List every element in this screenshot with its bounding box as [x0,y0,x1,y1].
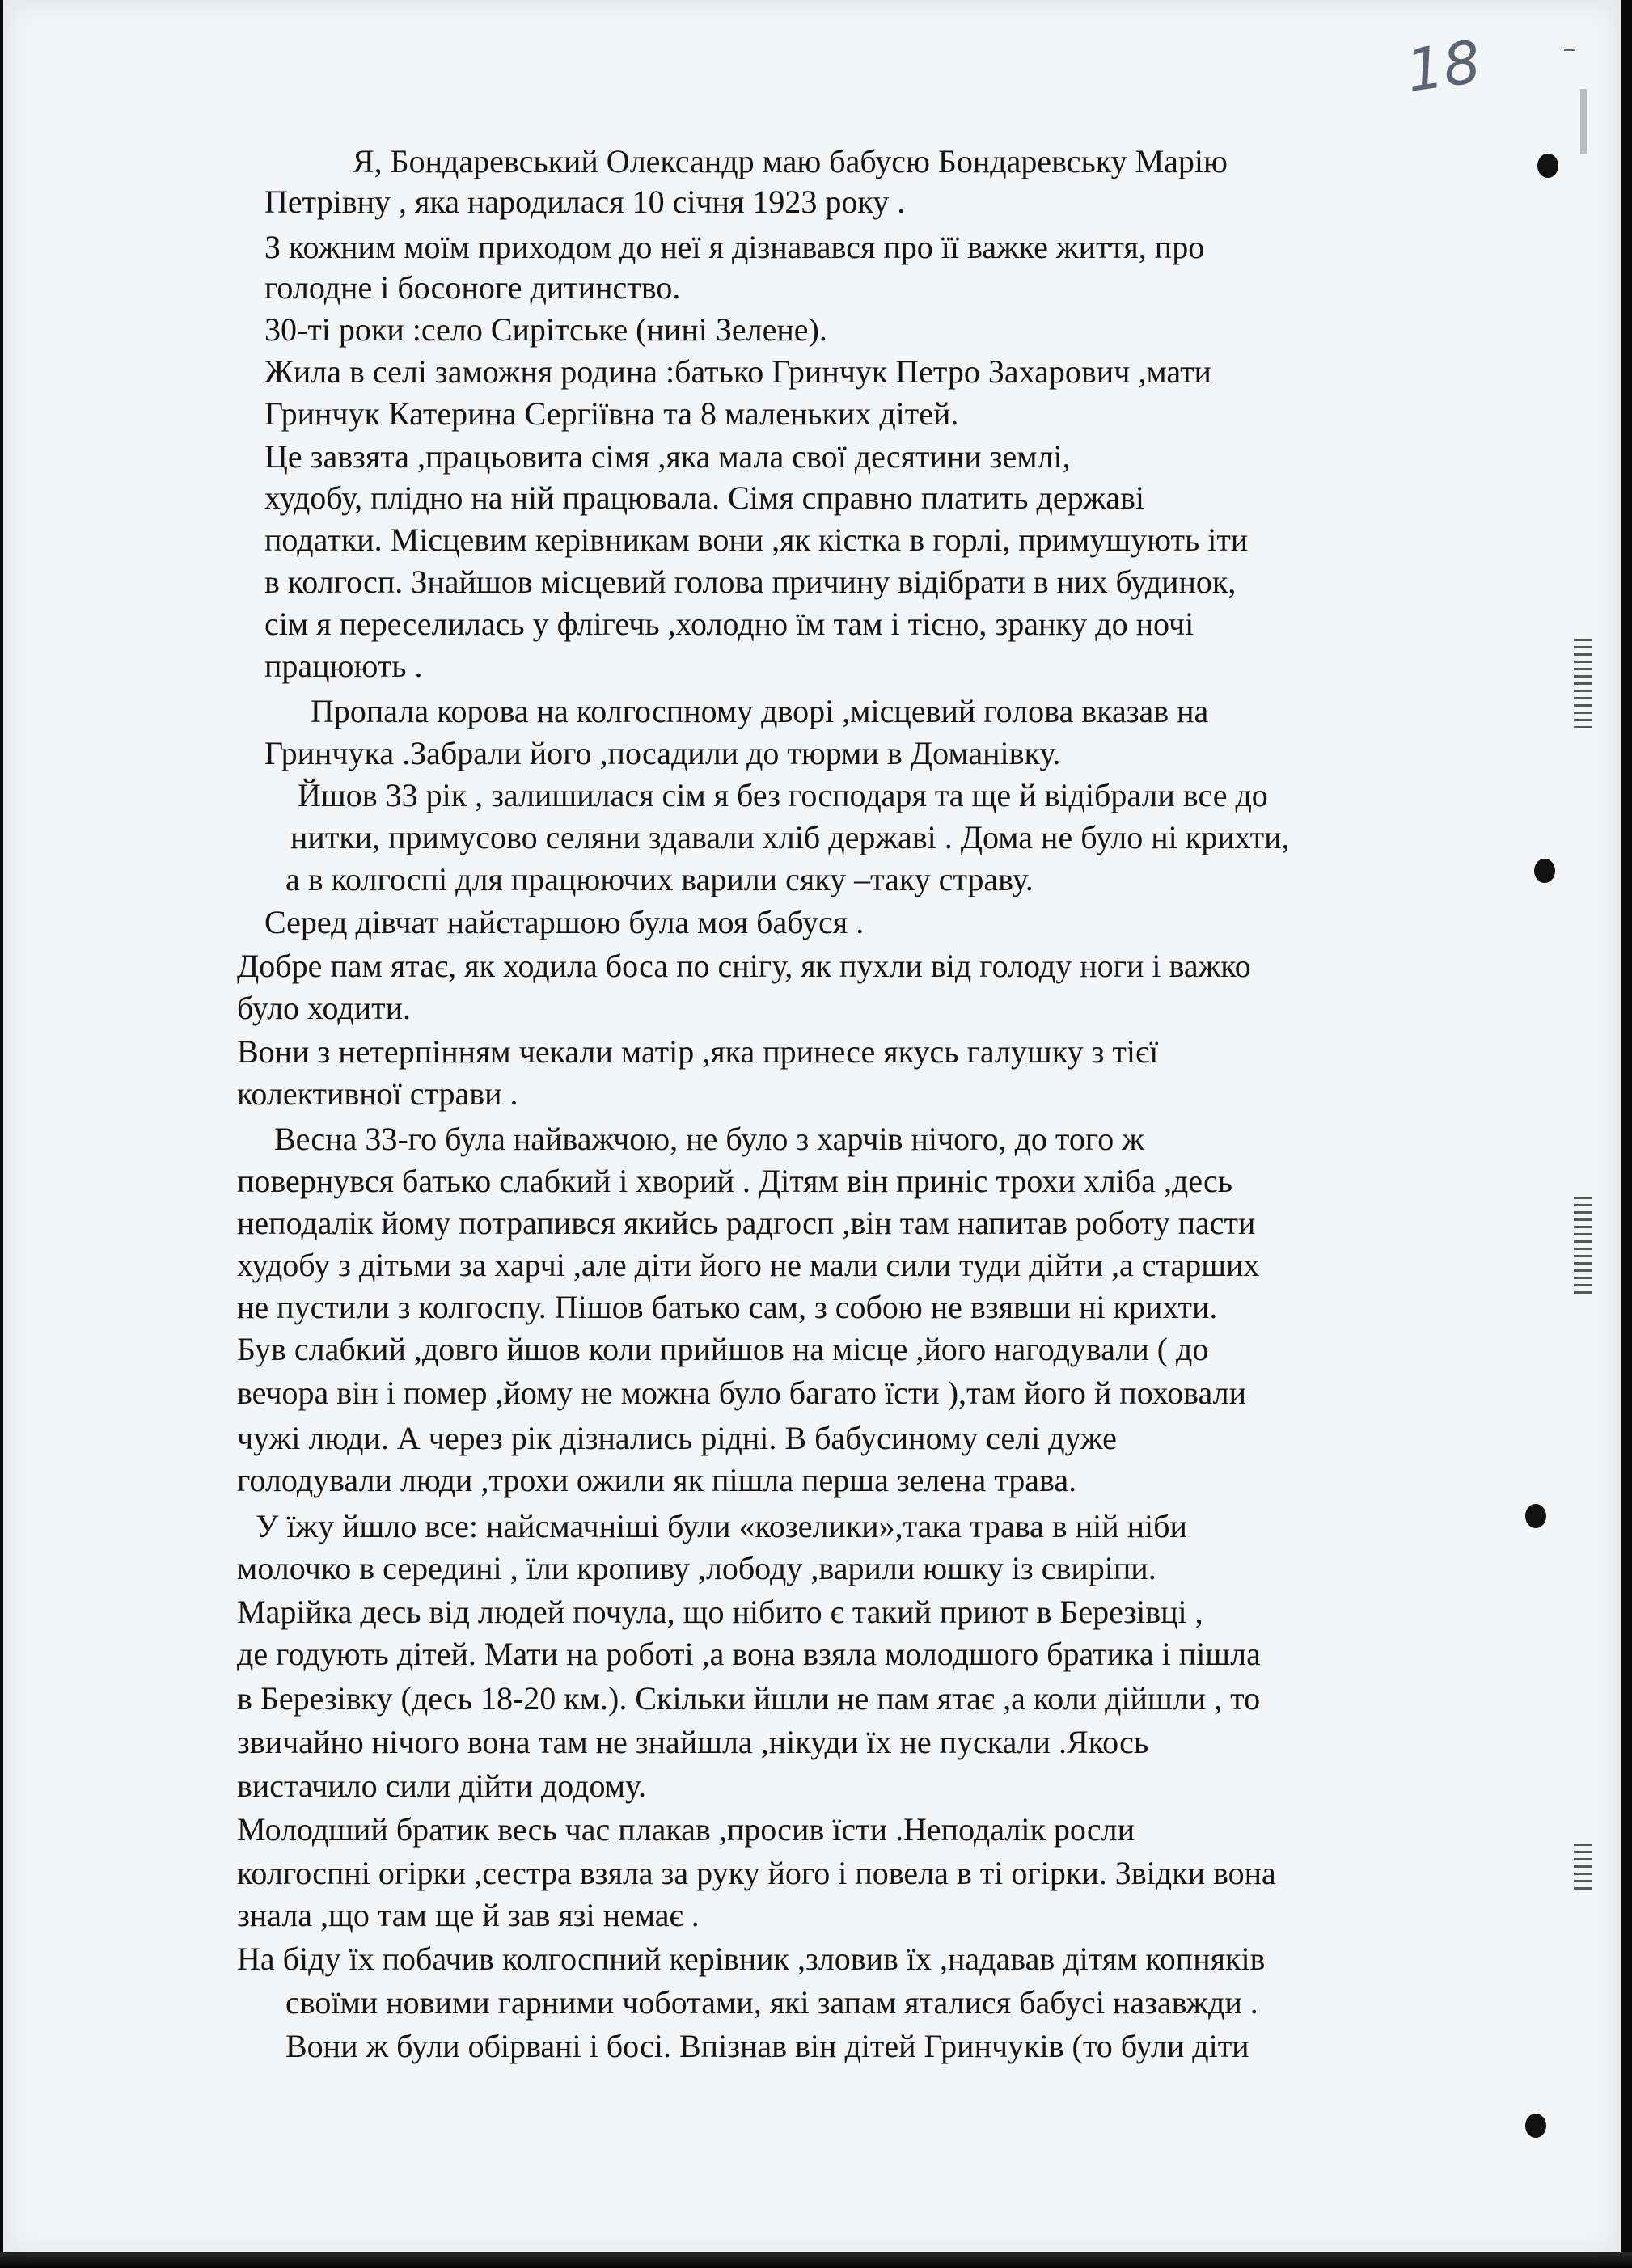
text-line: З кожним моїм приходом до неї я дізнавався про її важке життя, про [264,229,1205,265]
text-line: в Березівку (десь 18-20 км.). Скільки йшли не пам ятає ,а коли дійшли , то [237,1680,1261,1717]
document-page [3,0,1621,2256]
text-line: вечора він і помер ,йому не можна було багато їсти ),там його й поховали [237,1375,1247,1411]
text-line: Жила в селі заможня родина :батько Гринчук Петро Захарович ,мати [264,353,1211,390]
punch-hole [1534,859,1555,883]
text-line: Це завзята ,працьовита сімя ,яка мала свої десятини землі, [264,438,1071,475]
punch-hole [1537,154,1558,178]
text-line: в колгосп. Знайшов місцевий голова причину відібрати в них будинок, [264,564,1237,600]
text-line: чужі люди. А через рік дізнались рідні. В бабусиному селі дуже [237,1420,1117,1456]
text-line: було ходити. [237,990,411,1026]
text-line: повернувся батько слабкий і хворий . Дітям він приніс трохи хліба ,десь [237,1163,1233,1199]
text-line: Петрівну , яка народилася 10 січня 1923 року . [264,184,906,220]
text-line: своїми новими гарними чоботами, які запам яталися бабусі назавжди . [285,1984,1258,2021]
text-line: голодували люди ,трохи ожили як пішла перша зелена трава. [237,1462,1077,1498]
text-line: Пропала корова на колгоспному дворі ,місцевий голова вказав на [311,693,1209,729]
text-line: неподалік йому потрапився якийсь радгосп ,він там напитав роботу пасти [237,1205,1256,1241]
text-line: колгоспні огірки ,сестра взяла за руку його і повела в ті огірки. Звідки вона [237,1855,1276,1891]
text-line: Йшов 33 рік , залишилася сім я без господаря та ще й відібрали все до [298,777,1268,813]
text-line: На біду їх побачив колгоспний керівник ,зловив їх ,надавав дітям копняків [237,1941,1266,1977]
text-line: а в колгоспі для працюючих варили сяку –таку страву. [285,861,1034,897]
text-line: Вони ж були обірвані і босі. Впізнав він дітей Гринчуків (то були діти [285,2028,1249,2064]
text-line: Добре пам ятає, як ходила боса по снігу, як пухли від голоду ноги і важко [237,948,1251,984]
text-line: податки. Місцевим керівникам вони ,як кістка в горлі, примушують іти [264,522,1249,558]
text-line: де годують дітей. Мати на роботі ,а вона взяла молодшого братика і пішла [237,1636,1261,1672]
scan-mark [1580,89,1587,154]
text-line: Марійка десь від людей почула, що нібито є такий приют в Березівці , [237,1594,1203,1630]
scan-border [0,2252,1632,2268]
text-line: У їжу йшло все: найсмачніші були «козелики»,така трава в ній ніби [256,1508,1187,1544]
page-number: 18 [1402,27,1486,105]
text-line: нитки, примусово селяни здавали хліб державі . Дома не було ні крихти, [290,819,1290,855]
text-line: Молодший братик весь час плакав ,просив їсти .Неподалік росли [237,1811,1135,1848]
text-line: звичайно нічого вона там не знайшла ,нікуди їх не пускали .Якось [237,1724,1149,1760]
text-line: Був слабкий ,довго йшов коли прийшов на місце ,його нагодували ( до [237,1331,1209,1367]
scan-mark [1574,639,1592,728]
text-line: Весна 33-го була найважчою, не було з харчів нічого, до того ж [274,1121,1144,1157]
text-line: не пустили з колгоспу. Пішов батько сам, з собою не взявши ні крихти. [237,1289,1218,1325]
scan-mark [1574,1197,1592,1294]
text-line: 30-ті роки :село Сирітське (нині Зелене). [264,311,827,348]
text-line: знала ,що там ще й зав язі немає . [237,1897,700,1933]
text-line: працюють . [264,648,423,684]
text-line: голодне і босоноге дитинство. [264,269,681,306]
text-line: худобу з дітьми за харчі ,але діти його не мали сили туди дійти ,а старших [237,1247,1260,1283]
punch-hole [1525,1504,1546,1528]
text-line: вистачило сили дійти додому. [237,1768,647,1804]
punch-hole [1525,2114,1546,2138]
text-line: Серед дівчат найстаршою була моя бабуся . [264,904,865,940]
scan-mark [1564,49,1575,51]
text-line: Гринчук Катерина Сергіївна та 8 маленьких дітей. [264,395,959,432]
text-line: Вони з нетерпінням чекали матір ,яка принесе якусь галушку з тієї [237,1033,1159,1070]
text-line: Гринчука .Забрали його ,посадили до тюрми в Доманівку. [264,735,1061,771]
text-line: молочко в середині , їли кропиву ,лободу ,варили юшку із свиріпи. [237,1550,1156,1586]
text-line: сім я переселилась у флігечь ,холодно їм там і тісно, зранку до ночі [264,606,1194,642]
scan-mark [1574,1844,1592,1892]
text-line: худобу, плідно на ній працювала. Сімя справно платить державі [264,479,1144,516]
text-line: Я, Бондаревський Олександр маю бабусю Бондаревську Марію [353,143,1228,179]
text-line: колективної страви . [237,1075,518,1112]
